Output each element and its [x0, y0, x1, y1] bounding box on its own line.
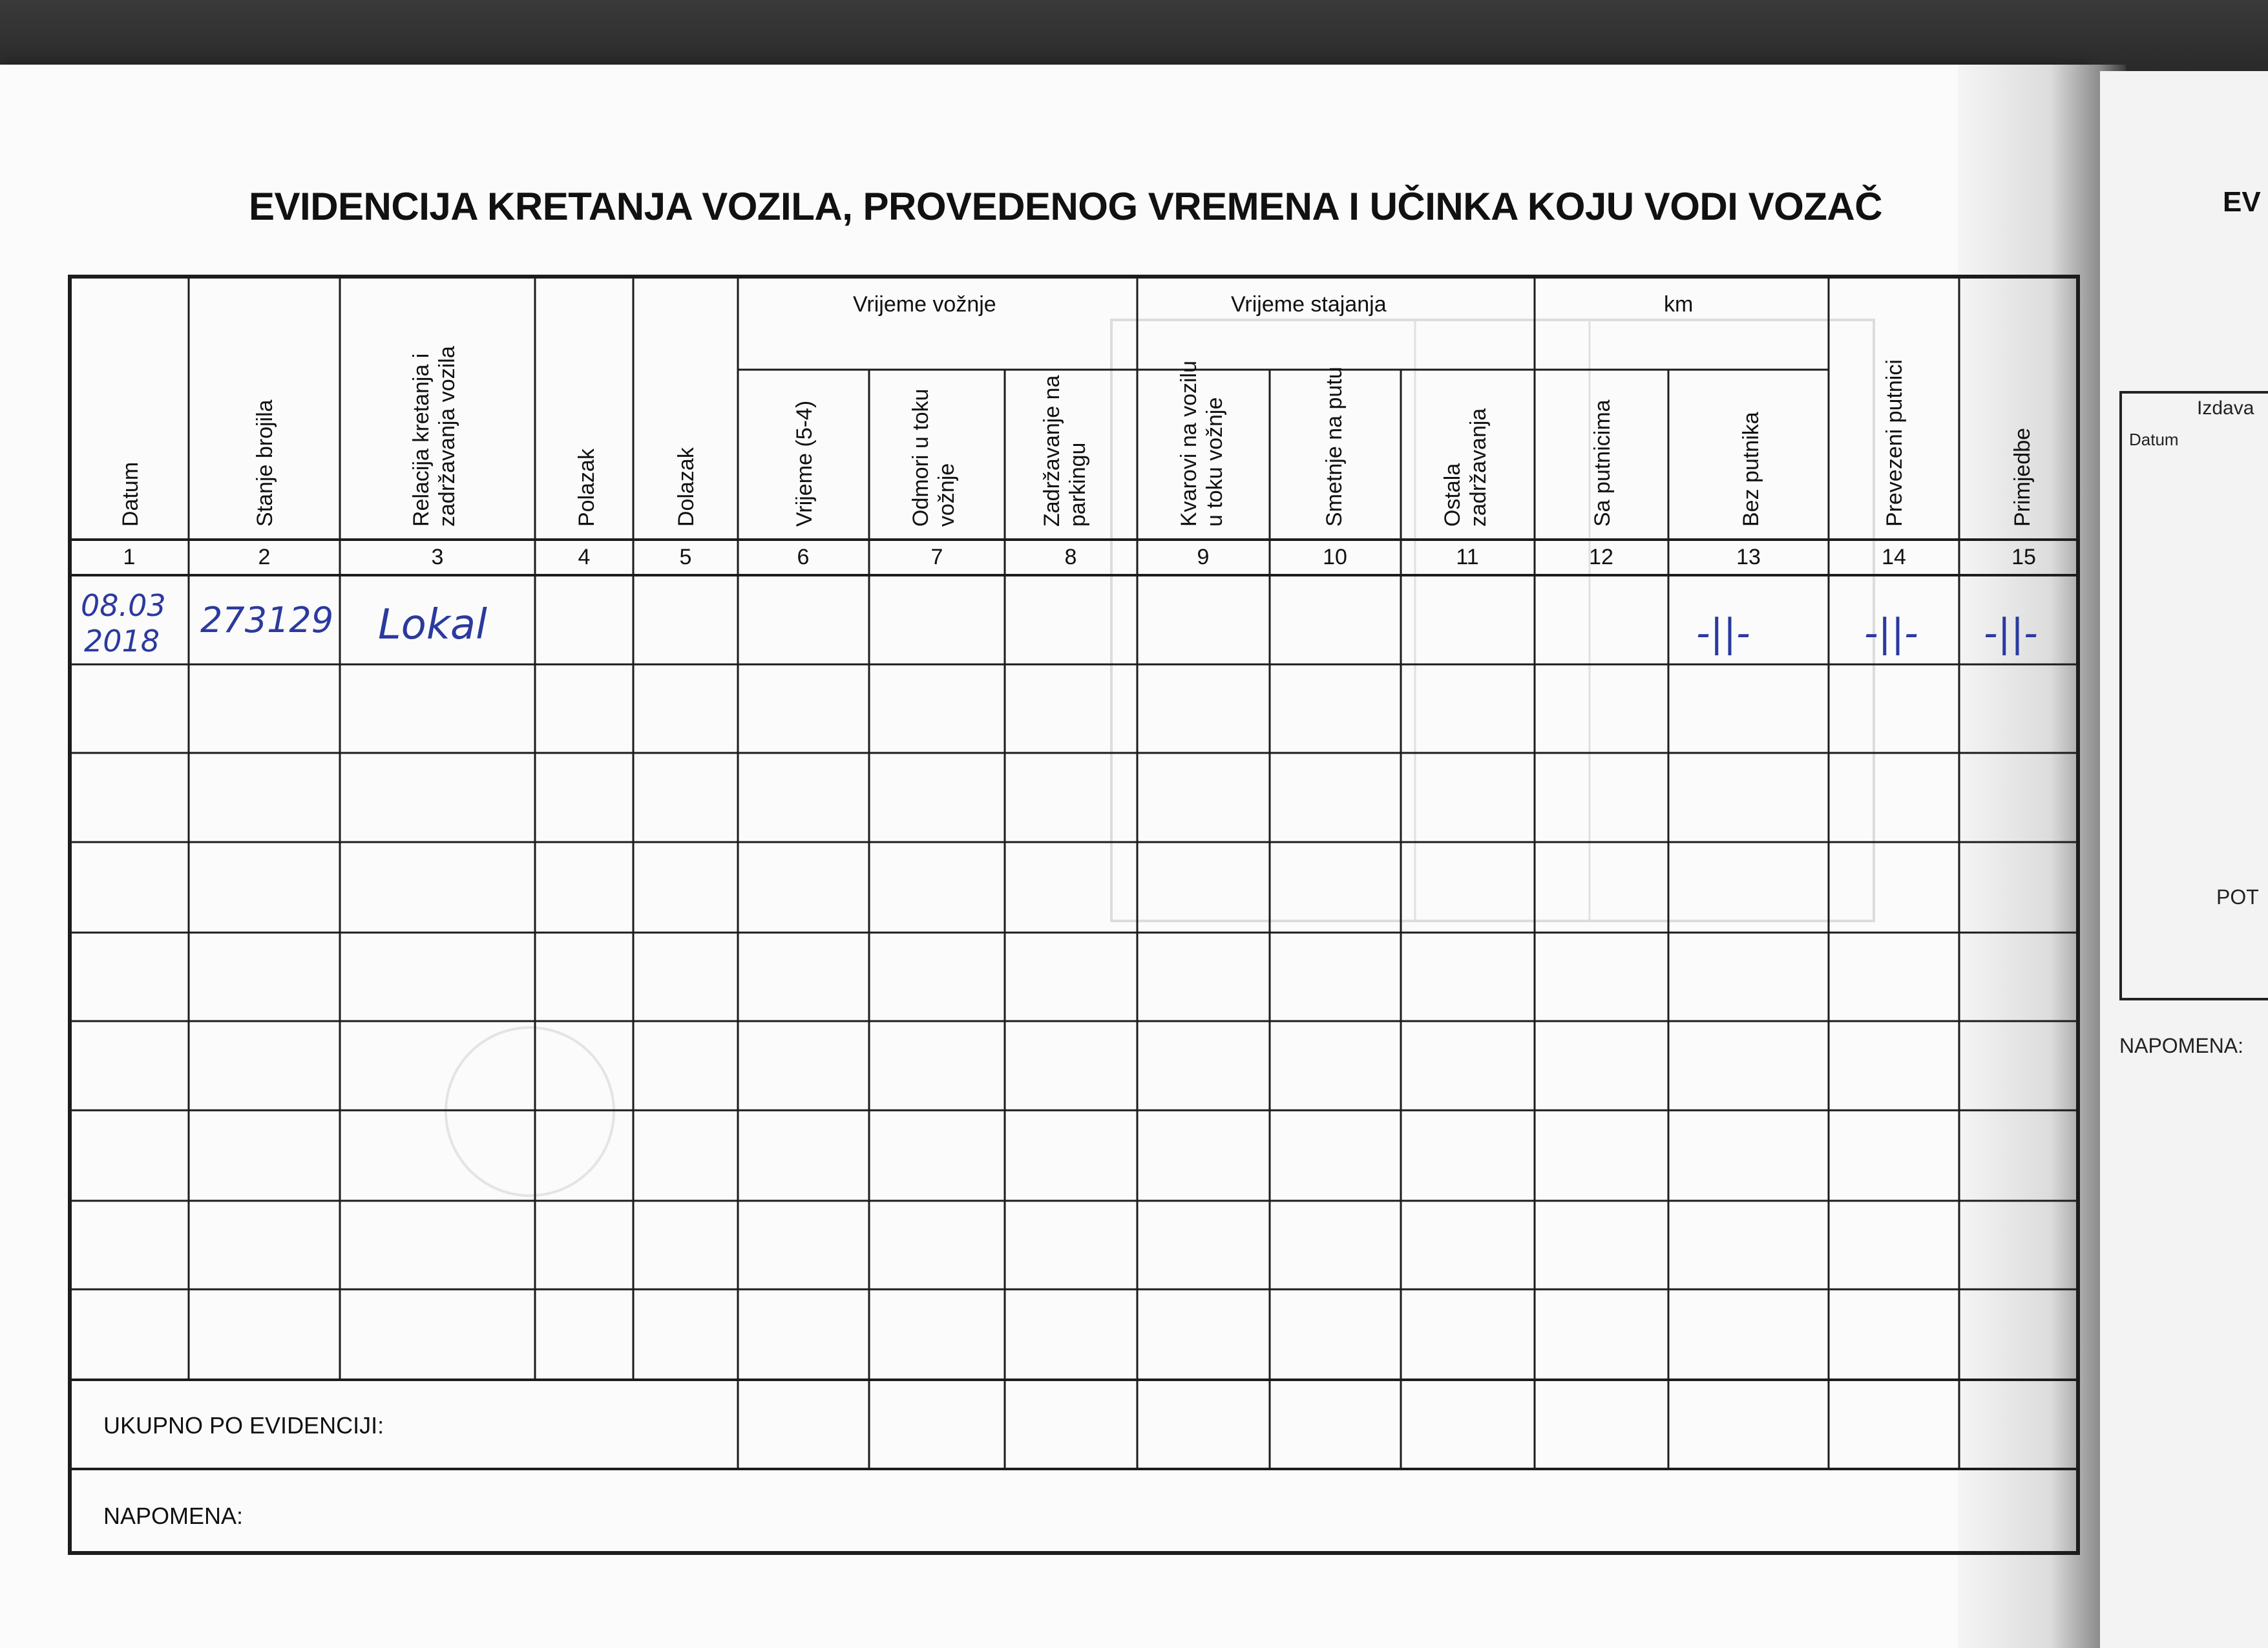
napomena-label: NAPOMENA:: [103, 1503, 244, 1529]
group-header-vrijeme-stajanja: Vrijeme stajanja: [1231, 292, 1387, 317]
right-page-box-label: Izdava: [2197, 397, 2254, 419]
hw-col14-ditto[interactable]: -||-: [1864, 611, 1918, 656]
col-header-kvarovi: [1176, 361, 1228, 527]
col-number-10: 10: [1323, 545, 1347, 569]
col-number-6: 6: [797, 545, 810, 569]
col-header-odmori-line2: vožnje: [934, 463, 959, 527]
col-number-12: 12: [1589, 545, 1613, 569]
col-number-2: 2: [258, 545, 271, 569]
col-header-kvarovi-line1: Kvarovi na vozilu: [1177, 360, 1201, 527]
col-number-3: 3: [431, 545, 444, 569]
hw-datum-line1[interactable]: 08.03: [81, 588, 166, 623]
col-header-stanje-brojila: Stanje brojila: [253, 399, 277, 527]
col-header-polazak: Polazak: [574, 449, 599, 527]
hw-stanje-brojila[interactable]: 273129: [200, 600, 334, 640]
col-number-11: 11: [1456, 545, 1479, 569]
col-header-ostala-line2: zadržavanja: [1466, 408, 1491, 527]
col-header-relacija-line2: zadržavanja vozila: [435, 346, 459, 527]
col-header-odmori: [908, 388, 960, 527]
col-number-4: 4: [578, 545, 591, 569]
col-header-primjedbe: Primjedbe: [2010, 427, 2035, 527]
col-header-zadrzavanje-line1: Zadržavanje na: [1040, 375, 1064, 527]
col-header-sa-putnicima: Sa putnicima: [1590, 399, 1615, 527]
col-number-8: 8: [1064, 545, 1077, 569]
col-number-1: 1: [123, 545, 136, 569]
hw-col13-ditto[interactable]: -||-: [1696, 611, 1750, 656]
col-header-datum: Datum: [118, 461, 143, 527]
right-page-napomena: NAPOMENA:: [2119, 1034, 2244, 1057]
col-header-ostala-line1: Ostala: [1440, 463, 1465, 527]
group-header-vrijeme-voznje: Vrijeme vožnje: [853, 292, 996, 317]
hw-relacija[interactable]: Lokal: [378, 601, 487, 649]
right-page-title: EV: [2223, 186, 2261, 218]
hw-col15-ditto[interactable]: -||-: [1984, 611, 2038, 656]
col-header-kvarovi-line2: u toku vožnje: [1202, 397, 1227, 527]
col-header-prevezeni-putnici: Prevezeni putnici: [1882, 359, 1907, 527]
right-page-box-sub: Datum: [2129, 430, 2179, 449]
col-number-9: 9: [1197, 545, 1210, 569]
col-number-13: 13: [1736, 545, 1761, 569]
col-header-smetnje: Smetnje na putu: [1322, 366, 1347, 527]
hw-datum-line2[interactable]: 2018: [84, 624, 160, 659]
group-header-km: km: [1664, 292, 1694, 317]
col-header-odmori-line1: Odmori u toku: [908, 388, 933, 527]
col-header-zadrzavanje-line2: parkingu: [1066, 442, 1090, 527]
col-header-dolazak: Dolazak: [674, 447, 698, 527]
col-header-relacija-line1: Relacija kretanja i: [409, 353, 434, 527]
ukupno-label: UKUPNO PO EVIDENCIJI:: [103, 1412, 384, 1439]
col-number-14: 14: [1882, 545, 1906, 569]
col-header-relacija: [408, 346, 460, 527]
col-header-ostala: [1440, 408, 1491, 527]
col-number-7: 7: [930, 545, 943, 569]
col-number-15: 15: [2011, 545, 2036, 569]
right-page-mid-label: POT: [2216, 885, 2259, 909]
form-title: EVIDENCIJA KRETANJA VOZILA, PROVEDENOG VREMENA I UČINKA KOJU VODI VOZAČ: [249, 185, 1883, 228]
col-number-5: 5: [679, 545, 692, 569]
col-header-zadrzavanje: [1039, 375, 1091, 527]
col-header-vrijeme: Vrijeme (5-4): [792, 400, 817, 527]
col-header-bez-putnika: Bez putnika: [1739, 412, 1763, 527]
